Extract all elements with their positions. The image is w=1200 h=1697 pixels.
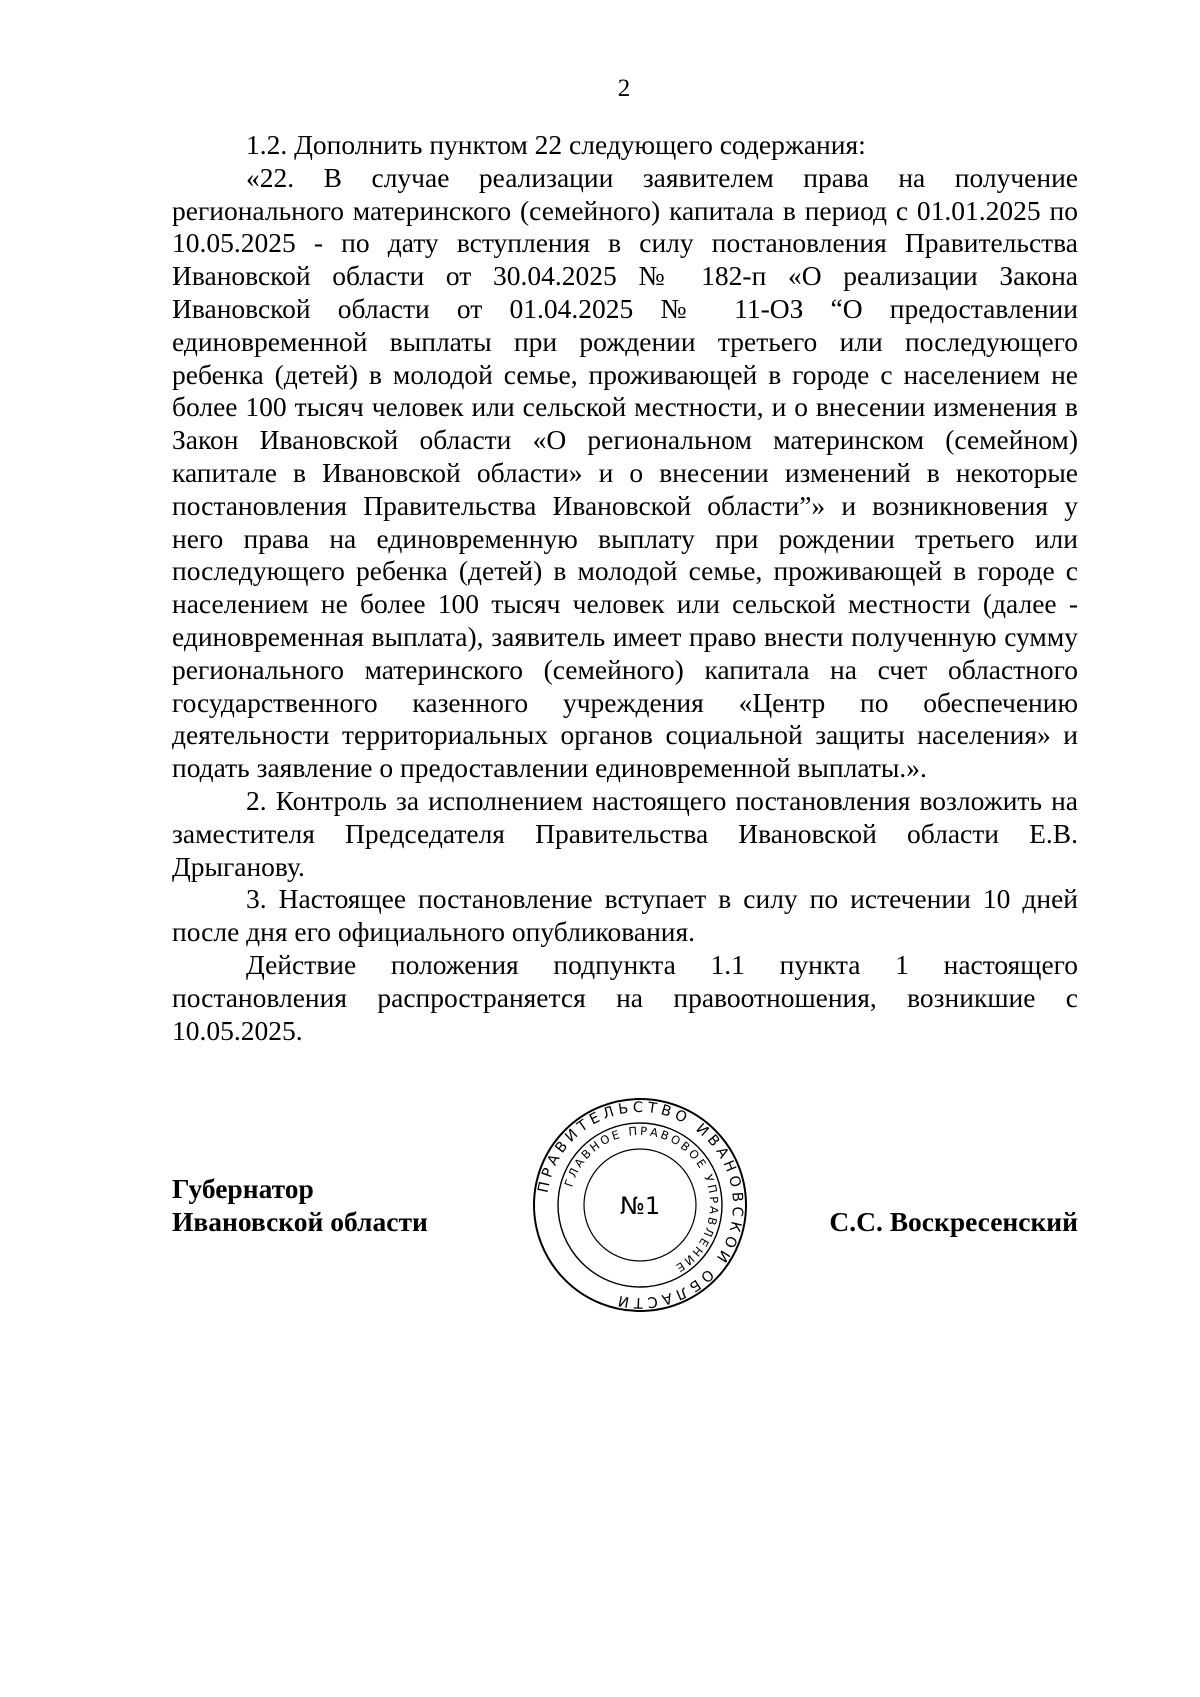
page-number: 2 bbox=[617, 75, 631, 102]
seal-center-text: №1 bbox=[619, 1192, 661, 1220]
signatory-position bbox=[172, 1172, 428, 1238]
paragraph-2: 2. Контроль за исполнением настоящего постановления возложить на заместителя Председателя Правительства Ивановской области Е.В. Дрыганову. bbox=[172, 784, 1078, 882]
seal-inner-text: ГЛАВНОЕ ПРАВОВОЕ УПРАВЛЕНИЕ bbox=[561, 1123, 722, 1277]
document-body bbox=[172, 129, 1078, 1047]
signatory-name: С.С. Воскресенский bbox=[829, 1206, 1078, 1237]
paragraph-1-2: 1.2. Дополнить пунктом 22 следующего содержания: bbox=[246, 129, 866, 160]
paragraph-3: 3. Настоящее постановление вступает в силу по истечении 10 дней после дня его официального опубликования. bbox=[172, 883, 1078, 948]
signatory-position-line1: Губернатор bbox=[172, 1173, 314, 1204]
paragraph-22: «22. В случае реализации заявителем права на получение регионального материнского (семейного) капитала в период с 01.01.2025 по 10.05.2025 - по дату вступления в силу постановления Правительства Ивановской области от 30.04.2025 № 182-п «О реализации Закона Ивановской области от 01.04.2025 № 11-ОЗ “О предоставлении единовременной выплаты при рождении третьего или последующего ребенка (детей) в молодой семье, проживающей в городе с населением не более 100 тысяч человек или сельской местности, и о внесении изменения в Закон Ивановской области «О региональном материнском (семейном) капитале в Ивановской области» и о внесении изменений в некоторые постановления Правительства Ивановской области”» и возникновения у него права на единовременную выплату при рождении третьего или последующего ребенка (детей) в молодой семье, проживающей в городе с населением не более 100 тысяч человек или сельской местности (далее - единовременная выплата), заявитель имеет право внести полученную сумму регионального материнского (семейного) капитала на счет областного государственного казенного учреждения «Центр по обеспечению деятельности территориальных органов социальной защиты населения» и подать заявление о предоставлении единовременной выплаты.». bbox=[172, 161, 1078, 784]
official-seal bbox=[530, 1095, 750, 1315]
seal-outer-text: ПРАВИТЕЛЬСТВО ИВАНОВСКОЙ ОБЛАСТИ bbox=[535, 1099, 746, 1311]
signatory-position-line2: Ивановской области bbox=[172, 1206, 428, 1237]
paragraph-effect: Действие положения подпункта 1.1 пункта 1 настоящего постановления распространяется на правоотношения, возникшие с 10.05.2025. bbox=[172, 948, 1078, 1046]
